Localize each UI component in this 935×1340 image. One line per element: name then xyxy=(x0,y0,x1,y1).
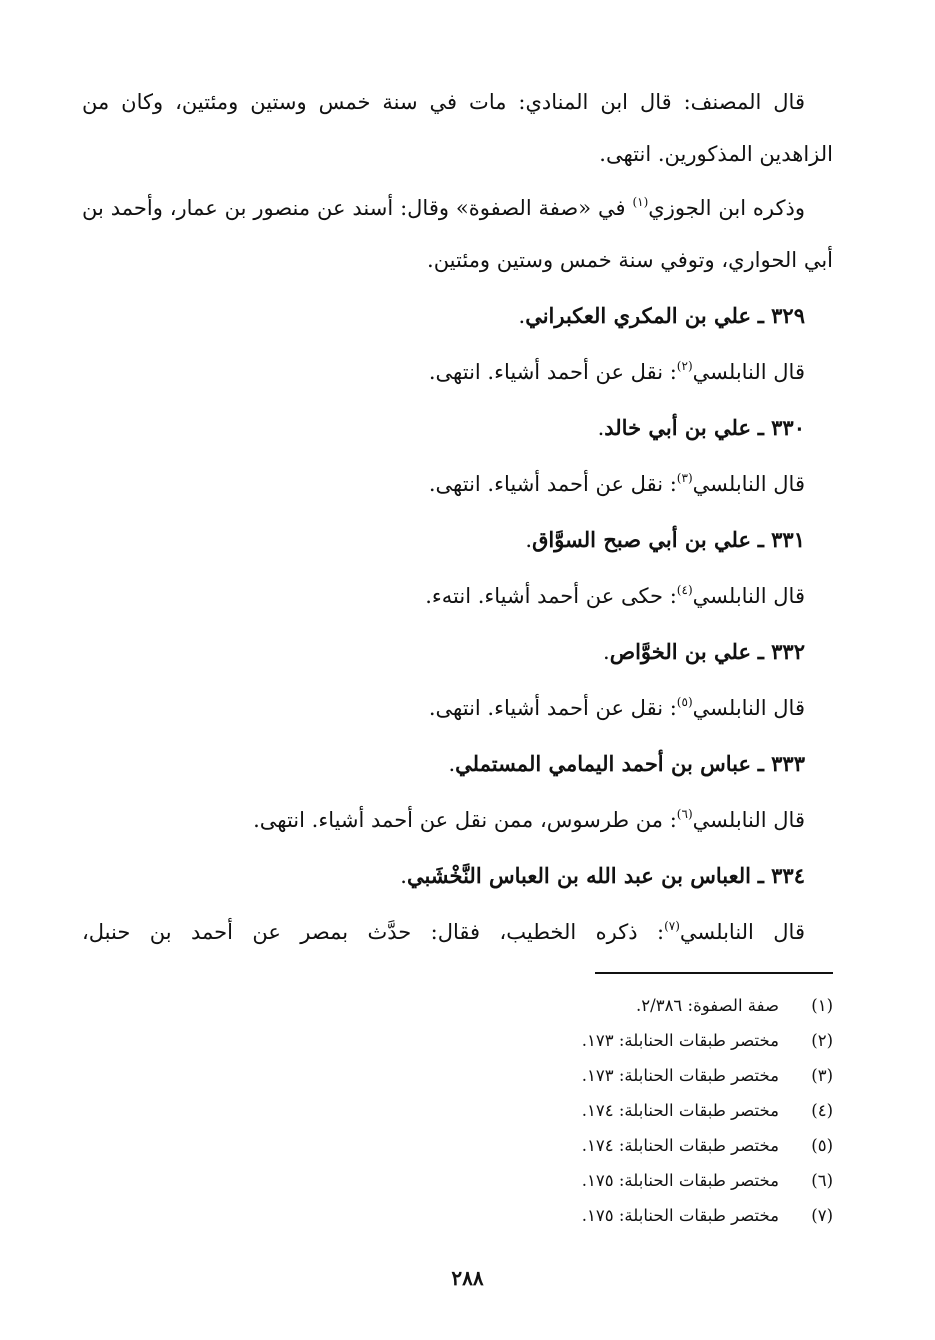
footnote-ref: (٧) xyxy=(664,919,680,933)
paragraph-ibn-almunadi: قال المصنف: قال ابن المنادي: مات في سنة خمس وستين ومئتين، وكان من الزاهدين المذكورين. انتهى. xyxy=(82,90,833,166)
entry-heading xyxy=(82,290,833,342)
entry-name: علي بن أبي صبح السوَّاق xyxy=(532,527,751,552)
paragraph-text: وذكره ابن الجوزي xyxy=(648,196,806,220)
entry-heading xyxy=(82,514,833,566)
entry-end: . xyxy=(525,528,533,552)
entry-name: علي بن أبي خالد xyxy=(604,415,751,440)
footnote-ref: (٢) xyxy=(676,359,693,373)
quote-prefix: قال النابلسي xyxy=(692,808,805,832)
entry-quote xyxy=(82,906,833,958)
entry-quote xyxy=(82,794,833,846)
footnote-number: (٧) xyxy=(811,1206,833,1225)
entry-number: ٣٣١ ـ xyxy=(757,527,805,552)
quote-text: : نقل عن أحمد أشياء. انتهى. xyxy=(428,696,677,720)
entry-heading xyxy=(82,850,833,902)
footnote-divider xyxy=(595,972,833,974)
entry-heading xyxy=(82,402,833,454)
entry-end: . xyxy=(400,864,407,888)
footnote-item xyxy=(433,1198,833,1233)
entry-number: ٣٢٩ ـ xyxy=(757,303,805,328)
footnote-ref: (١) xyxy=(632,195,649,209)
footnote-text: مختصر طبقات الحنابلة: ١٧٤. xyxy=(581,1136,779,1155)
footnote-text: مختصر طبقات الحنابلة: ١٧٤. xyxy=(581,1101,779,1120)
footnote-number: (٤) xyxy=(811,1101,833,1120)
footnote-ref: (٤) xyxy=(676,583,693,597)
entry-number: ٣٣٤ ـ xyxy=(757,863,805,888)
quote-text: : من طرسوس، ممن نقل عن أحمد أشياء. انتهى. xyxy=(253,808,677,832)
paragraph-ibn-aljawzi xyxy=(82,182,833,286)
footnote-item xyxy=(433,1093,833,1128)
footnote-item xyxy=(433,1023,833,1058)
entry-number: ٣٣٠ ـ xyxy=(757,415,805,440)
entry-name: علي بن الخوَّاص xyxy=(609,639,751,664)
entry-end: . xyxy=(448,752,456,776)
entry-quote xyxy=(82,682,833,734)
entry-end: . xyxy=(603,640,610,664)
entry-number: ٣٣٣ ـ xyxy=(757,751,805,776)
page-number: ٢٨٨ xyxy=(451,1266,484,1290)
footnote-number: (١) xyxy=(811,996,833,1015)
entry-quote xyxy=(82,570,833,622)
footnote-item xyxy=(433,1163,833,1198)
quote-text: : نقل عن أحمد أشياء. انتهى. xyxy=(428,472,677,496)
footnote-number: (٦) xyxy=(811,1171,833,1190)
entry-heading xyxy=(82,738,833,790)
footnote-text: صفة الصفوة: ٢/٣٨٦. xyxy=(636,996,779,1015)
footnote-ref: (٥) xyxy=(676,695,693,709)
entry-number: ٣٣٢ ـ xyxy=(757,639,805,664)
quote-prefix: قال النابلسي xyxy=(692,584,805,608)
quote-prefix: قال النابلسي xyxy=(692,472,805,496)
footnote-text: مختصر طبقات الحنابلة: ١٧٥. xyxy=(581,1206,779,1225)
entry-name: علي بن المكري العكبراني xyxy=(525,303,751,328)
footnote-item xyxy=(433,988,833,1023)
entry-end: . xyxy=(518,304,526,328)
footnote-number: (٢) xyxy=(811,1031,833,1050)
quote-text: : نقل عن أحمد أشياء. انتهى. xyxy=(428,360,677,384)
entry-name: العباس بن عبد الله بن العباس النَّخْشَبي xyxy=(406,863,751,888)
footnote-text: مختصر طبقات الحنابلة: ١٧٣. xyxy=(581,1031,779,1050)
quote-text: : حكى عن أحمد أشياء. انتهء. xyxy=(425,584,677,608)
entry-heading xyxy=(82,626,833,678)
footnote-number: (٥) xyxy=(811,1136,833,1155)
quote-prefix: قال النابلسي xyxy=(679,920,805,944)
quote-text: : ذكره الخطيب، فقال: حدَّث بمصر عن أحمد بن حنبل، xyxy=(82,920,665,944)
footnote-ref: (٣) xyxy=(676,471,693,485)
quote-prefix: قال النابلسي xyxy=(692,360,805,384)
footnote-item xyxy=(433,1058,833,1093)
main-text xyxy=(82,76,833,958)
entry-quote xyxy=(82,458,833,510)
entry-end: . xyxy=(597,416,605,440)
entry-name: عباس بن أحمد اليمامي المستملي xyxy=(455,751,751,776)
footnote-ref: (٦) xyxy=(676,807,693,821)
footnote-text: مختصر طبقات الحنابلة: ١٧٥. xyxy=(581,1171,779,1190)
paragraph-text: في «صفة الصفوة» وقال: أسند عن منصور بن عمار، وأحمد بن أبي الحواري، وتوفي سنة خمس وستين ومئتين. xyxy=(82,196,833,272)
footnote-number: (٣) xyxy=(811,1066,833,1085)
quote-prefix: قال النابلسي xyxy=(692,696,805,720)
footnotes xyxy=(433,988,833,1233)
footnote-text: مختصر طبقات الحنابلة: ١٧٣. xyxy=(581,1066,779,1085)
entry-quote xyxy=(82,346,833,398)
footnote-item xyxy=(433,1128,833,1163)
